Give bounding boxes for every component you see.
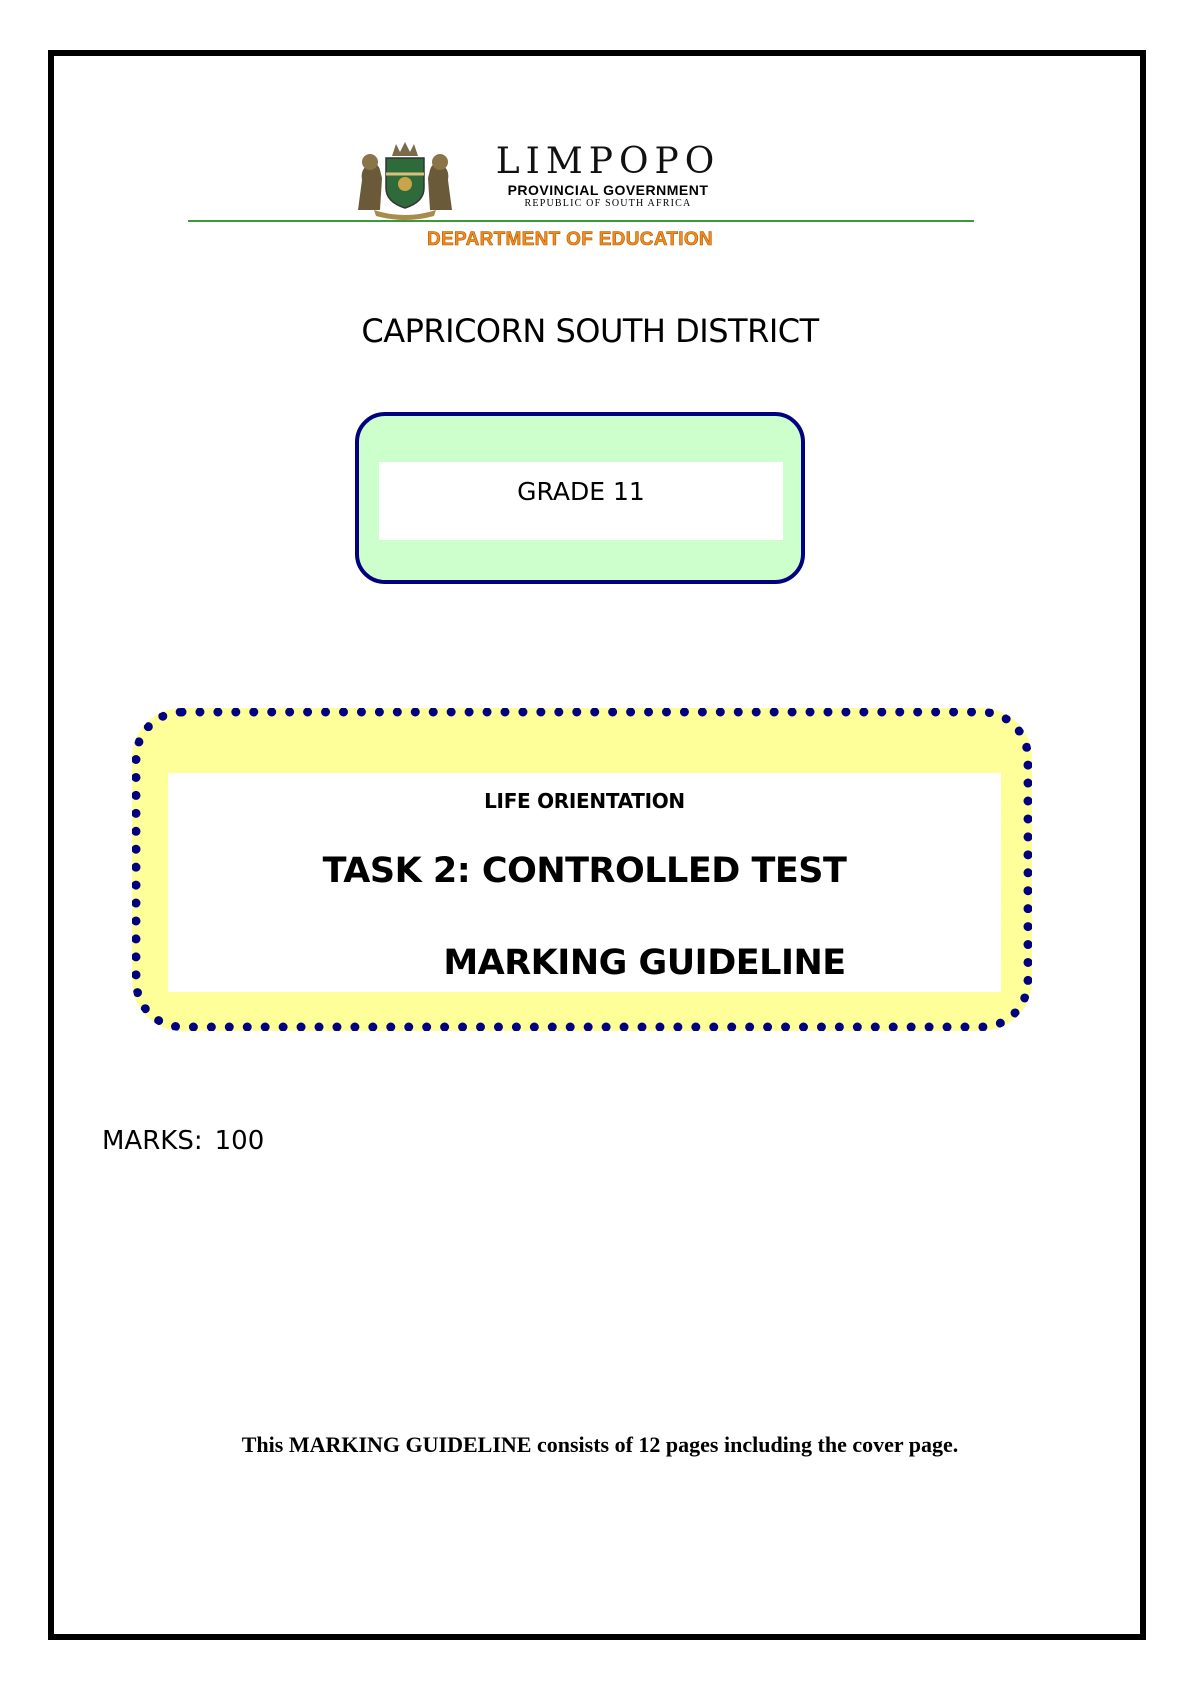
subject-label: LIFE ORIENTATION (484, 789, 685, 813)
limpopo-logo (350, 140, 750, 220)
header-divider (188, 220, 974, 222)
document-type-title: MARKING GUIDELINE (443, 943, 846, 983)
subject-inner (168, 773, 1001, 992)
page-count-note: This MARKING GUIDELINE consists of 12 pages including the cover page. (241, 1432, 959, 1457)
grade-label: GRADE 11 (379, 462, 783, 540)
coat-of-arms-icon (350, 140, 460, 220)
district-title: CAPRICORN SOUTH DISTRICT (361, 312, 819, 350)
subject-box (132, 708, 1032, 1031)
logo-text (468, 140, 748, 220)
marks-line (102, 1126, 264, 1156)
marks-label: MARKS: (102, 1126, 203, 1156)
logo-country: REPUBLIC OF SOUTH AFRICA (524, 198, 692, 209)
marks-value: 100 (214, 1126, 265, 1156)
grade-box (355, 412, 805, 584)
task-title: TASK 2: CONTROLLED TEST (322, 851, 847, 891)
logo-subtitle: PROVINCIAL GOVERNMENT (507, 182, 709, 198)
department-title: DEPARTMENT OF EDUCATION (427, 229, 713, 250)
logo-title: LIMPOPO (495, 141, 721, 182)
